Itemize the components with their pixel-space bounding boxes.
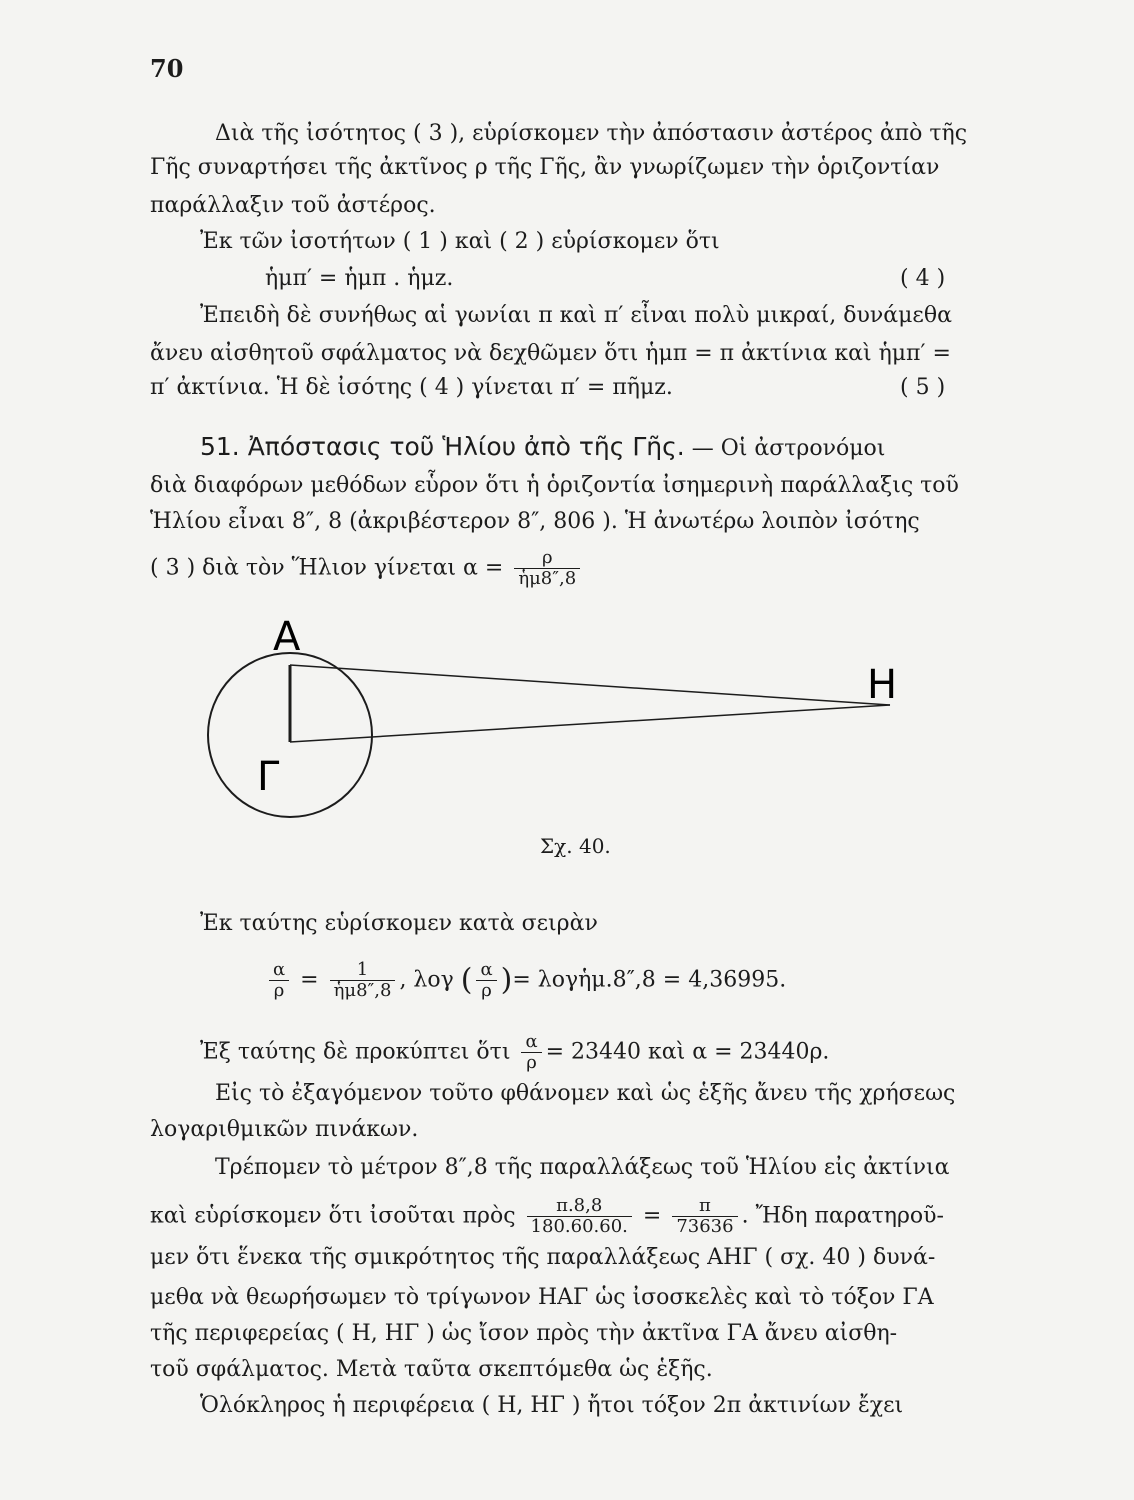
section-heading-row — [200, 432, 885, 461]
text-line: λογαριθμικῶν πινάκων. — [150, 1117, 419, 1142]
text-line: π′ ἀκτίνια. Ἡ δὲ ἰσότης ( 4 ) γίνεται π′ = πῆμz. — [150, 375, 673, 400]
text-line: ἄνευ αἰσθητοῦ σφάλματος νὰ δεχθῶμεν ὅτι ἡμπ = π ἀκτίνια καὶ ἡμπ′ = — [150, 341, 951, 366]
equation-number: ( 5 ) — [900, 375, 946, 400]
text-line: Ὁλόκληρος ἡ περιφέρεια ( Η, ΗΓ ) ἤτοι τόξον 2π ἀκτινίων ἔχει — [200, 1393, 904, 1418]
denominator: ἡμ8″,8 — [514, 568, 580, 589]
text-line: τῆς περιφερείας ( Η, ΗΓ ) ὡς ἴσον πρὸς τὴν ἀκτῖνα ΓΑ ἄνευ αἰσθη- — [150, 1321, 898, 1346]
fraction — [514, 548, 580, 589]
text-segment: . Ἤδη παρατηροῦ- — [741, 1203, 944, 1229]
label-G: Γ — [257, 754, 280, 800]
text-line: — Οἱ ἀστρονόμοι — [684, 436, 886, 461]
text-line: μεθα νὰ θεωρήσωμεν τὸ τρίγωνον ΗΑΓ ὡς ἰσοσκελὲς καὶ τὸ τόξον ΓΑ — [150, 1285, 934, 1310]
numerator: α — [273, 959, 286, 980]
figure-40 — [195, 610, 925, 840]
numerator: 1 — [356, 959, 369, 980]
section-heading: 51. Ἀπόστασις τοῦ Ἡλίου ἀπὸ τῆς Γῆς. — [200, 432, 685, 461]
denominator: ρ — [476, 980, 496, 1001]
text-line: Διὰ τῆς ἰσότητος ( 3 ), εὑρίσκομεν τὴν ἀπόστασιν ἀστέρος ἀπὸ τῆς — [215, 121, 968, 146]
label-A: Α — [273, 614, 301, 660]
text-segment: , λογ — [399, 967, 454, 993]
numerator: ρ — [541, 547, 553, 568]
fraction — [269, 960, 289, 1001]
denominator: ἡμ8″,8 — [330, 980, 396, 1001]
text-line: Ἐπειδὴ δὲ συνήθως αἱ γωνίαι π καὶ π′ εἶναι πολὺ μικραί, δυνάμεθα — [200, 303, 952, 328]
paren-open: ( — [460, 962, 473, 998]
text-line: παράλλαξιν τοῦ ἀστέρος. — [150, 193, 436, 218]
page-number: 70 — [150, 54, 184, 83]
text-segment: = 23440 καὶ α = 23440ρ. — [545, 1039, 830, 1065]
line-A-H — [290, 665, 890, 705]
numerator: α — [525, 1031, 538, 1052]
text-line: διὰ διαφόρων μεθόδων εὗρον ὅτι ἡ ὁριζοντία ἰσημερινὴ παράλλαξις τοῦ — [150, 473, 959, 498]
line-G-H — [290, 705, 890, 742]
text-line: μεν ὅτι ἕνεκα τῆς σμικρότητος τῆς παραλλάξεως ΑΗΓ ( σχ. 40 ) δυνά- — [150, 1245, 936, 1270]
text-segment: = λογἡμ.8″,8 = 4,36995. — [512, 967, 787, 993]
text-segment: Ἐξ ταύτης δὲ προκύπτει ὅτι — [200, 1039, 511, 1065]
numerator: π — [699, 1195, 711, 1216]
text-line: Ἡλίου εἶναι 8″, 8 (ἀκριβέστερον 8″, 806 ). Ἡ ἀνωτέρω λοιπὸν ἰσότης — [150, 509, 920, 534]
numerator: α — [480, 959, 493, 980]
fraction — [330, 960, 396, 1001]
text-line: Εἰς τὸ ἐξαγόμενον τοῦτο φθάνομεν καὶ ὡς ἑξῆς ἄνευ τῆς χρήσεως — [215, 1081, 956, 1106]
equation-number: ( 4 ) — [900, 266, 946, 291]
paren-close: ) — [500, 962, 513, 998]
equation-line — [200, 1032, 829, 1073]
fraction — [527, 1196, 632, 1237]
text-segment: καὶ εὑρίσκομεν ὅτι ἰσοῦται πρὸς — [150, 1203, 516, 1229]
figure-caption: Σχ. 40. — [540, 834, 611, 858]
denominator: ρ — [521, 1052, 541, 1073]
equation-line: ἡμπ′ = ἡμπ . ἡμz. — [265, 266, 454, 291]
text-line: Τρέπομεν τὸ μέτρον 8″,8 τῆς παραλλάξεως τοῦ Ἡλίου εἰς ἀκτίνια — [215, 1155, 950, 1180]
numerator: π.8,8 — [556, 1195, 603, 1216]
equals-sign: = — [642, 1203, 662, 1229]
denominator: ρ — [269, 980, 289, 1001]
text-line: Ἐκ ταύτης εὑρίσκομεν κατὰ σειρὰν — [200, 911, 598, 936]
fraction — [672, 1196, 737, 1237]
formula-line — [150, 548, 584, 589]
text-line: Γῆς συναρτήσει τῆς ἀκτῖνος ρ τῆς Γῆς, ἂν γνωρίζωμεν τὴν ὁριζοντίαν — [150, 155, 940, 180]
equation-line — [150, 1196, 944, 1237]
equals-sign: = — [300, 967, 319, 993]
denominator: 180.60.60. — [527, 1216, 632, 1237]
fraction — [521, 1032, 541, 1073]
fraction — [476, 960, 496, 1001]
text-segment: ( 3 ) διὰ τὸν Ἥλιον γίνεται α = — [150, 555, 504, 581]
equation-line — [265, 960, 786, 1001]
denominator: 73636 — [672, 1216, 737, 1237]
text-line: Ἐκ τῶν ἰσοτήτων ( 1 ) καὶ ( 2 ) εὑρίσκομεν ὅτι — [200, 229, 720, 254]
text-line: τοῦ σφάλματος. Μετὰ ταῦτα σκεπτόμεθα ὡς ἑξῆς. — [150, 1357, 713, 1382]
label-H: Η — [867, 662, 898, 708]
